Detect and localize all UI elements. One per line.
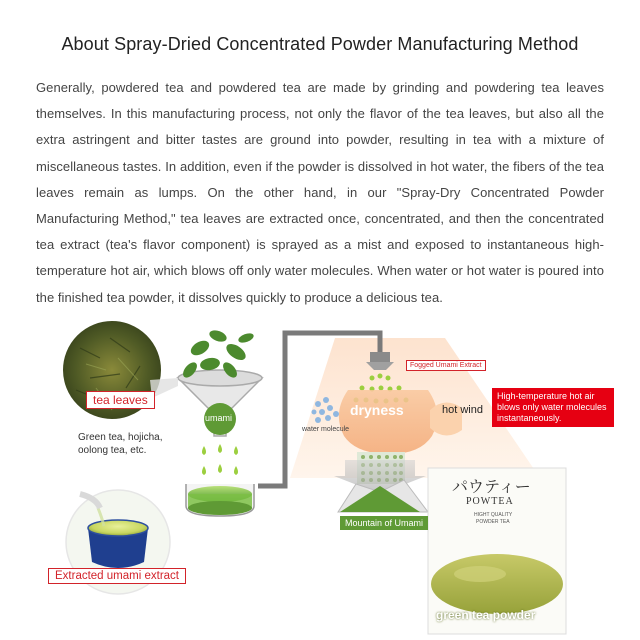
diagram-illustration: [0, 318, 640, 640]
product-name-jp: パウティー: [452, 479, 531, 496]
dryness-label: dryness: [350, 402, 404, 418]
tea-types-line-1: Green tea, hojicha,: [78, 432, 163, 443]
mountain-of-umami-label: Mountain of Umami: [340, 516, 428, 530]
manufacturing-diagram: [0, 318, 640, 640]
extract-drops: [202, 444, 238, 475]
funnel-label: umami: [205, 413, 233, 423]
water-molecule-label: water molecule: [302, 426, 350, 433]
tea-types-line-2: oolong tea, etc.: [78, 445, 147, 456]
green-tea-powder: [431, 554, 563, 614]
hot-wind-label: hot wind: [442, 404, 483, 416]
product-brand: POWTEA: [466, 496, 514, 507]
product-quality-line-2: POWDER TEA: [476, 519, 510, 525]
tea-leaves-label: tea leaves: [86, 391, 155, 409]
page-title: About Spray-Dried Concentrated Powder Manufacturing Method: [61, 34, 579, 54]
description-paragraph: Generally, powdered tea and powdered tea are made by grinding and powdering tea leaves themselves. In this manufacturing process, not only the flavor of the tea leaves, but also all the extra astringent and bitter tastes are ground into powder, resulting in tea with a mixture of miscellaneous tastes. In addition, even if the powder is dissolved in hot water, the fibers of the tea leaves remain as lumps. On the other hand, in our "Spray-Dry Concentrated Powder Manufacturing Method," tea leaves are extracted once, concentrated, and then the concentrated tea extract (tea's flavor component) is sprayed as a mist and exposed to instantaneous high-temperature hot air, which blows off only water molecules. When water or hot water is poured into the finished tea powder, it dissolves quickly to produce a delicious tea.: [36, 80, 604, 305]
extract-label: Extracted umami extract: [48, 568, 186, 584]
hot-air-note: High-temperature hot air blows only water molecules instantaneously.: [492, 388, 614, 427]
product-caption: green tea powder: [436, 608, 536, 622]
drying-chamber: [339, 390, 437, 454]
product-quality-line-1: HIGHT QUALITY: [474, 512, 513, 518]
fogged-extract-label: Fogged Umami Extract: [406, 360, 486, 371]
